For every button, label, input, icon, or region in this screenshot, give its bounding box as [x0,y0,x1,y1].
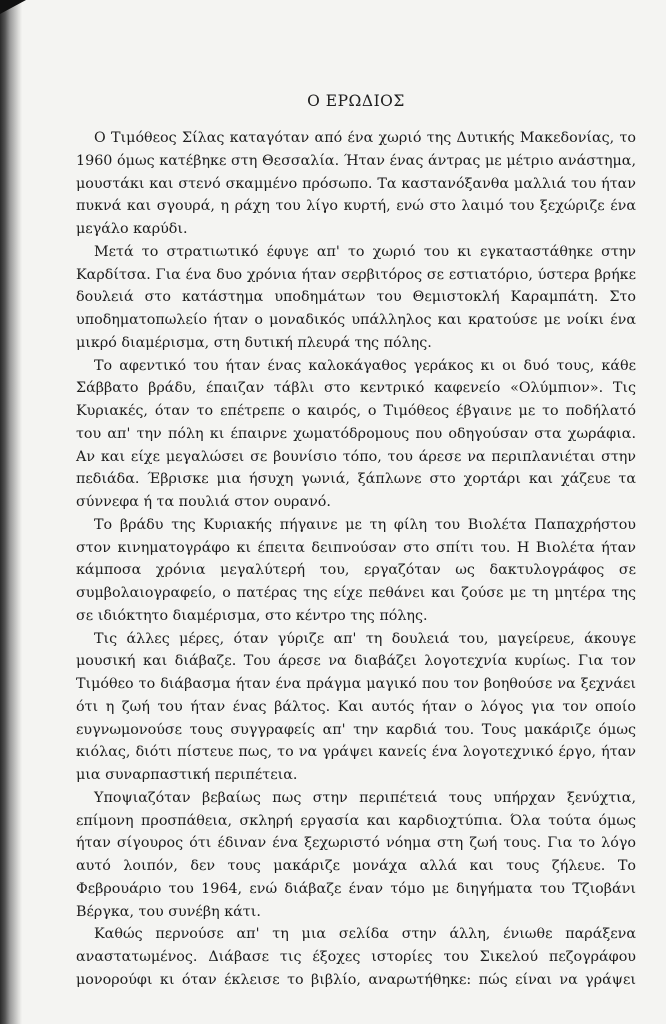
paragraph-5: Τις άλλες μέρες, όταν γύριζε απ' τη δουλειά του, μαγείρευε, άκουγε μουσική και διάβαζε. Του άρεσε να διαβάζει λογοτεχνία κυρίως. Για τον Τιμόθεο το διάβασμα ήταν ένα πράγμα μαγικό που τον βοηθούσε να ξεχνάει ότι η ζωή του ήταν ένας βάλτος. Και αυτός ήταν ο λόγος για τον οποίο ευγνωμονούσε τους συγγραφείς απ' την καρδιά του. Τους μακάριζε όμως κιόλας, διότι πίστευε πως, το να γράψει κανείς ένα λογοτεχνικό έργο, ήταν μια συναρπαστική περιπέτεια. [76,630,636,783]
paragraph-6: Υποψιαζόταν βεβαίως πως στην περιπέτειά τους υπήρχαν ξενύχτια, επίμονη προσπάθεια, σκληρή εργασία και καρδιοχτύπια. Όλα τούτα όμως ήταν σίγουρος ότι έδιναν ένα ξεχωριστό νόημα στη ζωή τους. Για το λόγο αυτό λοιπόν, δεν τους μακάριζε μονάχα αλλά και τους ζήλευε. Το Φεβρουάριο του 1964, ενώ διάβαζε έναν τόμο με διηγήματα του Τζιοβάνι Βέργκα, του συνέβη κάτι. [76,789,636,920]
body-text [76,127,636,992]
paragraph-4: Το βράδυ της Κυριακής πήγαινε με τη φίλη του Βιολέτα Παπαχρήστου στον κινηματογράφο κι έπειτα δειπνούσαν στο σπίτι του. Η Βιολέτα ήταν κάμποσα χρόνια μεγαλύτερή του, εργαζόταν ως δακτυλογράφος σε συμβολαιογραφείο, ο πατέρας της είχε πεθάνει και ζούσε με τη μητέρα της σε ιδιόκτητο διαμέρισμα, στο κέντρο της πόλης. [76,516,636,624]
paragraph-1: Ο Τιμόθεος Σίλας καταγόταν από ένα χωριό της Δυτικής Μακεδονίας, το 1960 όμως κατέβηκε στη Θεσσαλία. Ήταν ένας άντρας με μέτριο ανάστημα, μουστάκι και στενό σκαμμένο πρόσωπο. Τα καστανόξανθα μαλλιά του ήταν πυκνά και σγουρά, η ράχη του λίγο κυρτή, ενώ στο λαιμό του ξεχώριζε ένα μεγάλο καρύδι. [76,130,636,237]
paragraph-2: Μετά το στρατιωτικό έφυγε απ' το χωριό του κι εγκαταστάθηκε στην Καρδίτσα. Για ένα δυο χρόνια ήταν σερβιτόρος σε εστιατόριο, ύστερα βρήκε δουλειά στο κατάστημα υποδημάτων του Θεμιστοκλή Καραμπάτη. Στο υποδηματοπωλείο ήταν ο μοναδικός υπάλληλος και κρατούσε με νοίκι ένα μικρό διαμέρισμα, στη δυτική πλευρά της πόλης. [76,243,636,351]
paragraph-3: Το αφεντικό του ήταν ένας καλοκάγαθος γεράκος κι οι δυό τους, κάθε Σάββατο βράδυ, έπαιζαν τάβλι στο κεντρικό καφενείο «Ολύμπιον». Τις Κυριακές, όταν το επέτρεπε ο καιρός, ο Τιμόθεος έβγαινε με το ποδήλατό του απ' την πόλη κι έπαιρνε χωματόδρομους που οδηγούσαν στα χωράφια. Αν και είχε μεγαλώσει σε βουνίσιο τόπο, του άρεσε να περιπλανιέται στην πεδιάδα. Έβρισκε μια ήσυχη γωνιά, ξάπλωνε στο χορτάρι και χάζευε τα σύννεφα ή τα πουλιά στον ουρανό. [76,357,636,510]
chapter-title: Ο ΕΡΩΔΙΟΣ [307,92,405,110]
book-spine-shadow [0,0,22,1024]
paragraph-7: Καθώς περνούσε απ' τη μια σελίδα στην άλλη, ένιωθε παράξενα αναστατωμένος. Διάβασε τις έξοχες ιστορίες του Σικελού πεζογράφου μονορούφι κι όταν έκλεισε το βιβλίο, αναρωτήθηκε: πώς είναι να γράψει [76,926,636,988]
book-page [76,0,636,1024]
